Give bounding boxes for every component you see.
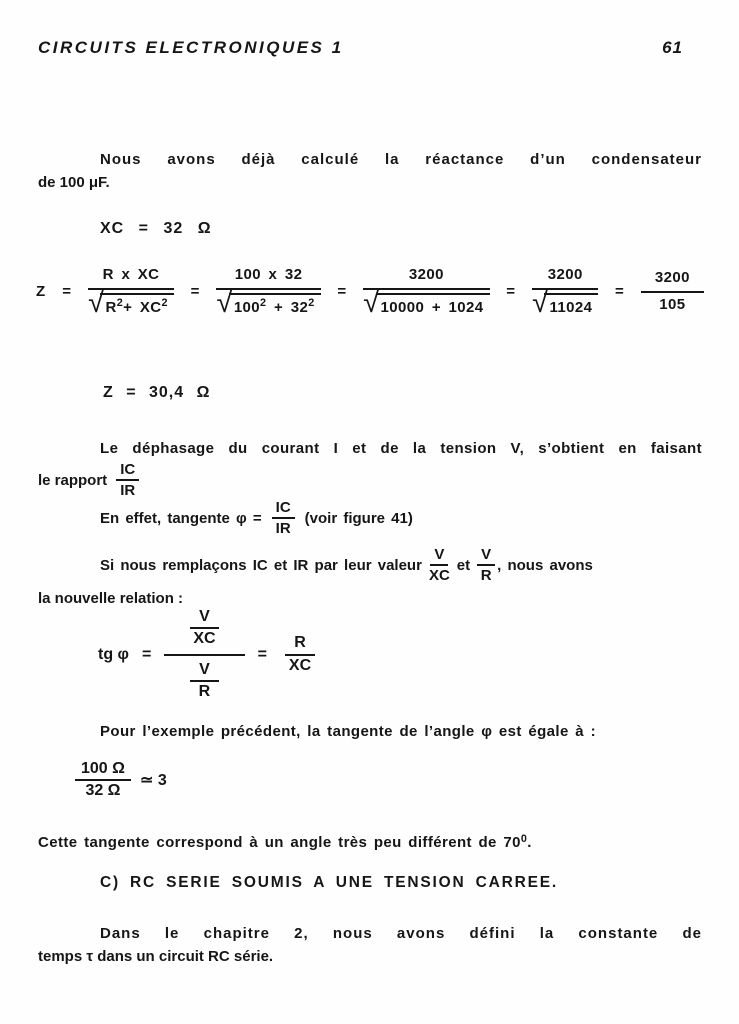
chapitre-paragraph bbox=[38, 922, 702, 968]
equals-sign: = bbox=[190, 283, 200, 301]
radical-sign: √ bbox=[532, 286, 549, 319]
page-header-title: CIRCUITS ELECTRONIQUES 1 bbox=[38, 38, 344, 57]
fraction-100-32: $\frac{100 \Omega}{32 \Omega}$ bbox=[75, 760, 131, 801]
equals-sign: = bbox=[142, 645, 152, 663]
exemple-line: Pour l’exemple précédent, la tangente de l’angle φ est égale à : bbox=[100, 723, 596, 740]
dephasage-paragraph bbox=[38, 437, 702, 500]
conclusion-line: Cette tangente correspond à un angle très peu différent de $70^0$. bbox=[38, 832, 532, 851]
fraction-numeric: 100 x 32 √ $100^2 + 32^2$ bbox=[216, 266, 320, 318]
intro-line1: Nous avons déjà calculé la réactance d’un condensateur bbox=[100, 151, 702, 168]
section-c-heading: C) RC SERIE SOUMIS A UNE TENSION CARREE. bbox=[100, 874, 558, 891]
tangente-suffix: (voir figure 41) bbox=[304, 509, 413, 527]
sqrt-numeric: √ $100^2 + 32^2$ bbox=[216, 293, 320, 318]
fraction-symbolic: R x XC √ $R^2+ XC^2$ bbox=[88, 266, 174, 318]
intro-paragraph bbox=[38, 148, 702, 194]
equation-lhs: Z bbox=[36, 283, 46, 301]
sqrt-sum: √ 10000 + 1024 bbox=[363, 293, 489, 318]
impedance-equation bbox=[36, 266, 704, 318]
equals-sign: = bbox=[615, 283, 625, 301]
page-number: 61 bbox=[662, 38, 683, 57]
chapitre-line2: temps τ dans un circuit RC série. bbox=[38, 948, 274, 965]
intro-line2: de 100 μF. bbox=[38, 174, 110, 191]
tangente-line bbox=[100, 499, 413, 538]
radical-sign: √ bbox=[363, 286, 380, 319]
fraction-result: 3200 105 bbox=[641, 269, 704, 315]
degree-superscript: 0 bbox=[520, 832, 528, 845]
remplacement-part2: , nous avons bbox=[497, 556, 593, 574]
tg-equation bbox=[98, 608, 320, 702]
tangente-prefix: En effet, tangente φ = bbox=[100, 509, 262, 527]
z-result-line: Z = 30,4 Ω bbox=[103, 384, 211, 401]
dephasage-line2-prefix: le rapport bbox=[38, 471, 108, 489]
equals-sign: = bbox=[257, 645, 267, 663]
remplacement-line2: la nouvelle relation : bbox=[38, 589, 184, 607]
fraction-v-xc: $\frac{V}{XC}$ bbox=[428, 546, 450, 585]
sqrt-total: √ 11024 bbox=[532, 293, 598, 318]
equals-sign: = bbox=[337, 283, 347, 301]
equals-sign: = bbox=[62, 283, 72, 301]
fraction-v-r: $\frac{V}{R}$ bbox=[477, 546, 495, 585]
fraction-ic-ir: $\frac{IC}{IR}$ bbox=[272, 499, 295, 538]
sqrt-symbolic: √ $R^2+ XC^2$ bbox=[88, 293, 174, 318]
chapitre-line1: Dans le chapitre 2, nous avons défini la constante de bbox=[100, 925, 702, 942]
fraction-v-r-lower: $\frac{V}{R}$ bbox=[190, 661, 220, 702]
dephasage-line1: Le déphasage du courant I et de la tension V, s’obtient en faisant bbox=[100, 440, 702, 457]
remplacement-paragraph bbox=[38, 546, 702, 610]
tg-lhs: tg φ bbox=[98, 645, 129, 663]
fraction-v-xc-upper: $\frac{V}{XC}$ bbox=[184, 608, 224, 649]
ratio-ic-ir: $\frac{IC}{IR}$ bbox=[116, 461, 139, 500]
equals-sign: = bbox=[506, 283, 516, 301]
radical-sign: √ bbox=[88, 286, 105, 319]
complex-fraction bbox=[164, 608, 244, 702]
fraction-total: 3200 √ 11024 bbox=[532, 266, 598, 318]
fraction-r-xc: $\frac{R}{XC}$ bbox=[280, 634, 320, 675]
fraction-sum: 3200 √ 10000 + 1024 bbox=[363, 266, 489, 318]
radical-sign: √ bbox=[216, 286, 233, 319]
approx-result: ≃ 3 bbox=[139, 772, 167, 790]
xc-value-line: XC = 32 Ω bbox=[100, 220, 212, 237]
tangent-value bbox=[75, 760, 167, 801]
remplacement-part1: Si nous remplaçons IC et IR par leur valeur bbox=[100, 556, 422, 574]
remplacement-et: et bbox=[456, 556, 471, 574]
